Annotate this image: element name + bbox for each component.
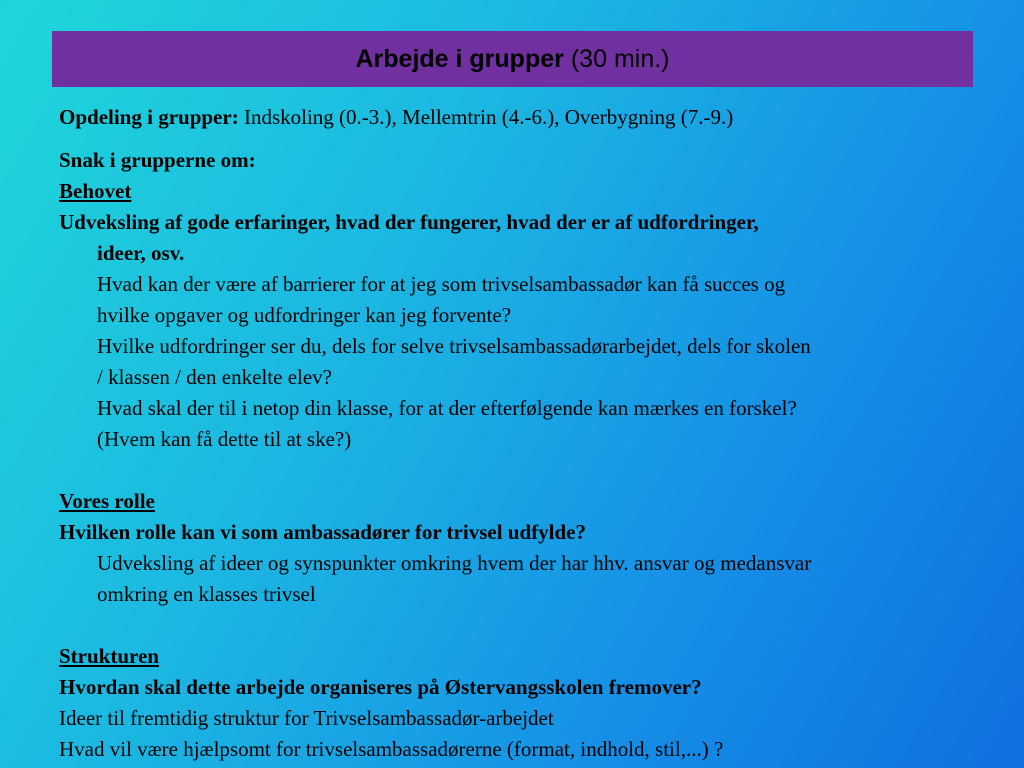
behovet-line: Hvad kan der være af barrierer for at jeg som trivselsambassadør kan få succes og (97, 272, 786, 296)
grouping-line (59, 102, 979, 133)
struktur-question: Hvordan skal dette arbejde organiseres på Østervangsskolen fremover? (59, 675, 702, 699)
spacer (59, 610, 979, 641)
slide-title-duration: (30 min.) (570, 44, 670, 73)
talk-heading: Snak i grupperne om: (59, 148, 256, 172)
struktur-line: Ideer til fremtidig struktur for Trivselsambassadør-arbejdet (59, 706, 554, 730)
behovet-line: (Hvem kan få dette til at ske?) (97, 427, 352, 451)
rolle-line: omkring en klasses trivsel (97, 582, 316, 606)
section-heading-vores-rolle: Vores rolle (59, 489, 155, 513)
rolle-question: Hvilken rolle kan vi som ambassadører for trivsel udfylde? (59, 520, 586, 544)
behovet-line: hvilke opgaver og udfordringer kan jeg forvente? (97, 303, 512, 327)
section-heading-strukturen: Strukturen (59, 644, 159, 668)
slide-title-main: Arbejde i grupper (355, 44, 564, 73)
section-heading-behovet: Behovet (59, 179, 132, 203)
behovet-question-cont: ideer, osv. (97, 241, 185, 265)
rolle-line: Udveksling af ideer og synspunkter omkring hvem der har hhv. ansvar og medansvar (97, 551, 812, 575)
behovet-question: Udveksling af gode erfaringer, hvad der fungerer, hvad der er af udfordringer, (59, 210, 759, 234)
behovet-line: Hvilke udfordringer ser du, dels for selve trivselsambassadørarbejdet, dels for skolen (97, 334, 811, 358)
spacer (59, 455, 979, 486)
slide-body (59, 102, 979, 765)
behovet-line: / klassen / den enkelte elev? (97, 365, 332, 389)
behovet-line: Hvad skal der til i netop din klasse, for at der efterfølgende kan mærkes en forskel? (97, 396, 797, 420)
struktur-line: Hvad vil være hjælpsomt for trivselsambassadørerne (format, indhold, stil,...) ? (59, 737, 724, 761)
slide-title (52, 31, 973, 87)
grouping-label: Opdeling i grupper: (59, 105, 239, 129)
grouping-text: Indskoling (0.-3.), Mellemtrin (4.-6.), Overbygning (7.-9.) (243, 105, 734, 129)
